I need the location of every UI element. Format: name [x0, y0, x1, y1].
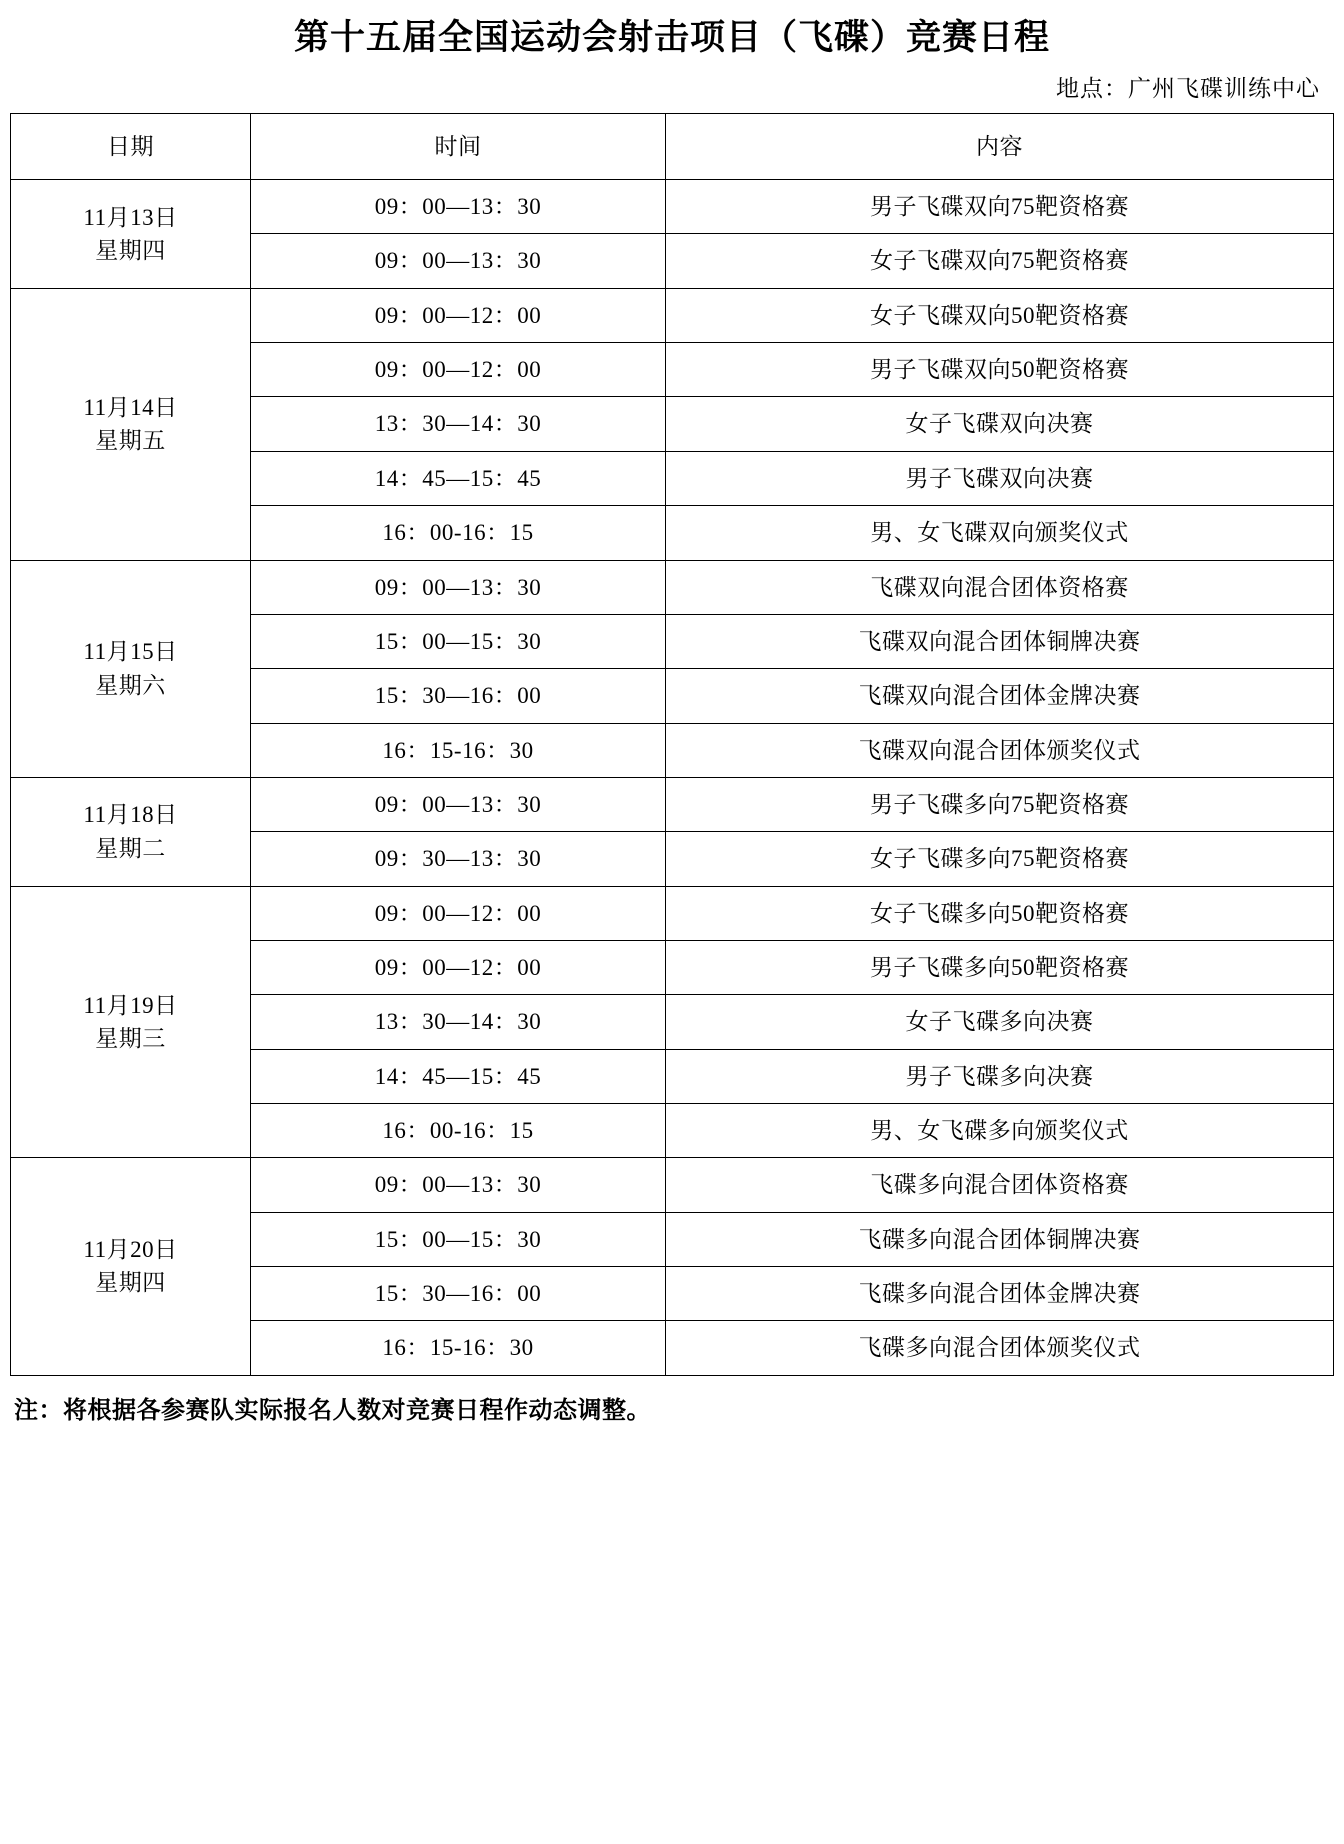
time-cell: 09：00—13：30	[251, 1158, 666, 1212]
date-cell	[11, 288, 251, 560]
event-cell: 飞碟双向混合团体铜牌决赛	[666, 614, 1334, 668]
event-cell: 女子飞碟双向决赛	[666, 397, 1334, 451]
table-row	[11, 180, 1334, 234]
date-value: 11月20日	[83, 1237, 178, 1263]
table-header	[11, 113, 1334, 179]
time-cell: 13：30—14：30	[251, 995, 666, 1049]
event-cell: 男子飞碟多向决赛	[666, 1049, 1334, 1103]
weekday-value: 星期四	[95, 1270, 166, 1296]
time-cell: 09：00—12：00	[251, 288, 666, 342]
event-cell: 飞碟多向混合团体颁奖仪式	[666, 1321, 1334, 1375]
time-cell: 16：00-16：15	[251, 1103, 666, 1157]
time-cell: 14：45—15：45	[251, 451, 666, 505]
event-cell: 飞碟多向混合团体资格赛	[666, 1158, 1334, 1212]
event-cell: 女子飞碟多向决赛	[666, 995, 1334, 1049]
time-cell: 15：30—16：00	[251, 1266, 666, 1320]
weekday-value: 星期六	[95, 672, 166, 698]
event-cell: 飞碟多向混合团体金牌决赛	[666, 1266, 1334, 1320]
date-cell	[11, 886, 251, 1158]
date-cell	[11, 777, 251, 886]
table-row	[11, 886, 1334, 940]
column-header-time: 时间	[251, 113, 666, 179]
time-cell: 13：30—14：30	[251, 397, 666, 451]
date-cell	[11, 1158, 251, 1375]
event-cell: 男子飞碟双向决赛	[666, 451, 1334, 505]
time-cell: 14：45—15：45	[251, 1049, 666, 1103]
event-cell: 女子飞碟双向50靶资格赛	[666, 288, 1334, 342]
date-cell	[11, 560, 251, 777]
date-value: 11月19日	[83, 992, 178, 1018]
column-header-date: 日期	[11, 113, 251, 179]
event-cell: 男、女飞碟多向颁奖仪式	[666, 1103, 1334, 1157]
time-cell: 09：30—13：30	[251, 832, 666, 886]
time-cell: 15：30—16：00	[251, 669, 666, 723]
date-value: 11月18日	[83, 802, 178, 828]
page-title: 第十五届全国运动会射击项目（飞碟）竞赛日程	[293, 18, 1050, 57]
time-cell: 09：00—13：30	[251, 180, 666, 234]
event-cell: 男、女飞碟双向颁奖仪式	[666, 506, 1334, 560]
event-cell: 飞碟双向混合团体资格赛	[666, 560, 1334, 614]
time-cell: 15：00—15：30	[251, 1212, 666, 1266]
time-cell: 16：15-16：30	[251, 723, 666, 777]
table-row	[11, 1158, 1334, 1212]
table-row	[11, 560, 1334, 614]
date-cell	[11, 180, 251, 289]
event-cell: 男子飞碟多向75靶资格赛	[666, 777, 1334, 831]
event-cell: 男子飞碟双向75靶资格赛	[666, 180, 1334, 234]
event-cell: 飞碟多向混合团体铜牌决赛	[666, 1212, 1334, 1266]
time-cell: 09：00—13：30	[251, 560, 666, 614]
event-cell: 飞碟双向混合团体金牌决赛	[666, 669, 1334, 723]
time-cell: 16：00-16：15	[251, 506, 666, 560]
time-cell: 15：00—15：30	[251, 614, 666, 668]
date-value: 11月14日	[83, 394, 178, 420]
weekday-value: 星期二	[95, 835, 166, 861]
table-header-row	[11, 113, 1334, 179]
table-row	[11, 777, 1334, 831]
event-cell: 女子飞碟多向50靶资格赛	[666, 886, 1334, 940]
event-cell: 飞碟双向混合团体颁奖仪式	[666, 723, 1334, 777]
time-cell: 09：00—12：00	[251, 343, 666, 397]
competition-schedule-table	[10, 113, 1334, 1376]
date-value: 11月15日	[83, 639, 178, 665]
table-body	[11, 180, 1334, 1376]
event-cell: 女子飞碟多向75靶资格赛	[666, 832, 1334, 886]
event-cell: 男子飞碟双向50靶资格赛	[666, 343, 1334, 397]
weekday-value: 星期四	[95, 237, 166, 263]
weekday-value: 星期五	[95, 428, 166, 454]
time-cell: 09：00—13：30	[251, 234, 666, 288]
venue-label: 地点：广州飞碟训练中心	[1056, 75, 1320, 101]
event-cell: 女子飞碟双向75靶资格赛	[666, 234, 1334, 288]
table-row	[11, 288, 1334, 342]
weekday-value: 星期三	[95, 1025, 166, 1051]
column-header-event: 内容	[666, 113, 1334, 179]
event-cell: 男子飞碟多向50靶资格赛	[666, 940, 1334, 994]
date-value: 11月13日	[83, 204, 178, 230]
time-cell: 09：00—13：30	[251, 777, 666, 831]
time-cell: 16：15-16：30	[251, 1321, 666, 1375]
time-cell: 09：00—12：00	[251, 886, 666, 940]
footnote: 注：将根据各参赛队实际报名人数对竞赛日程作动态调整。	[14, 1396, 651, 1424]
time-cell: 09：00—12：00	[251, 940, 666, 994]
